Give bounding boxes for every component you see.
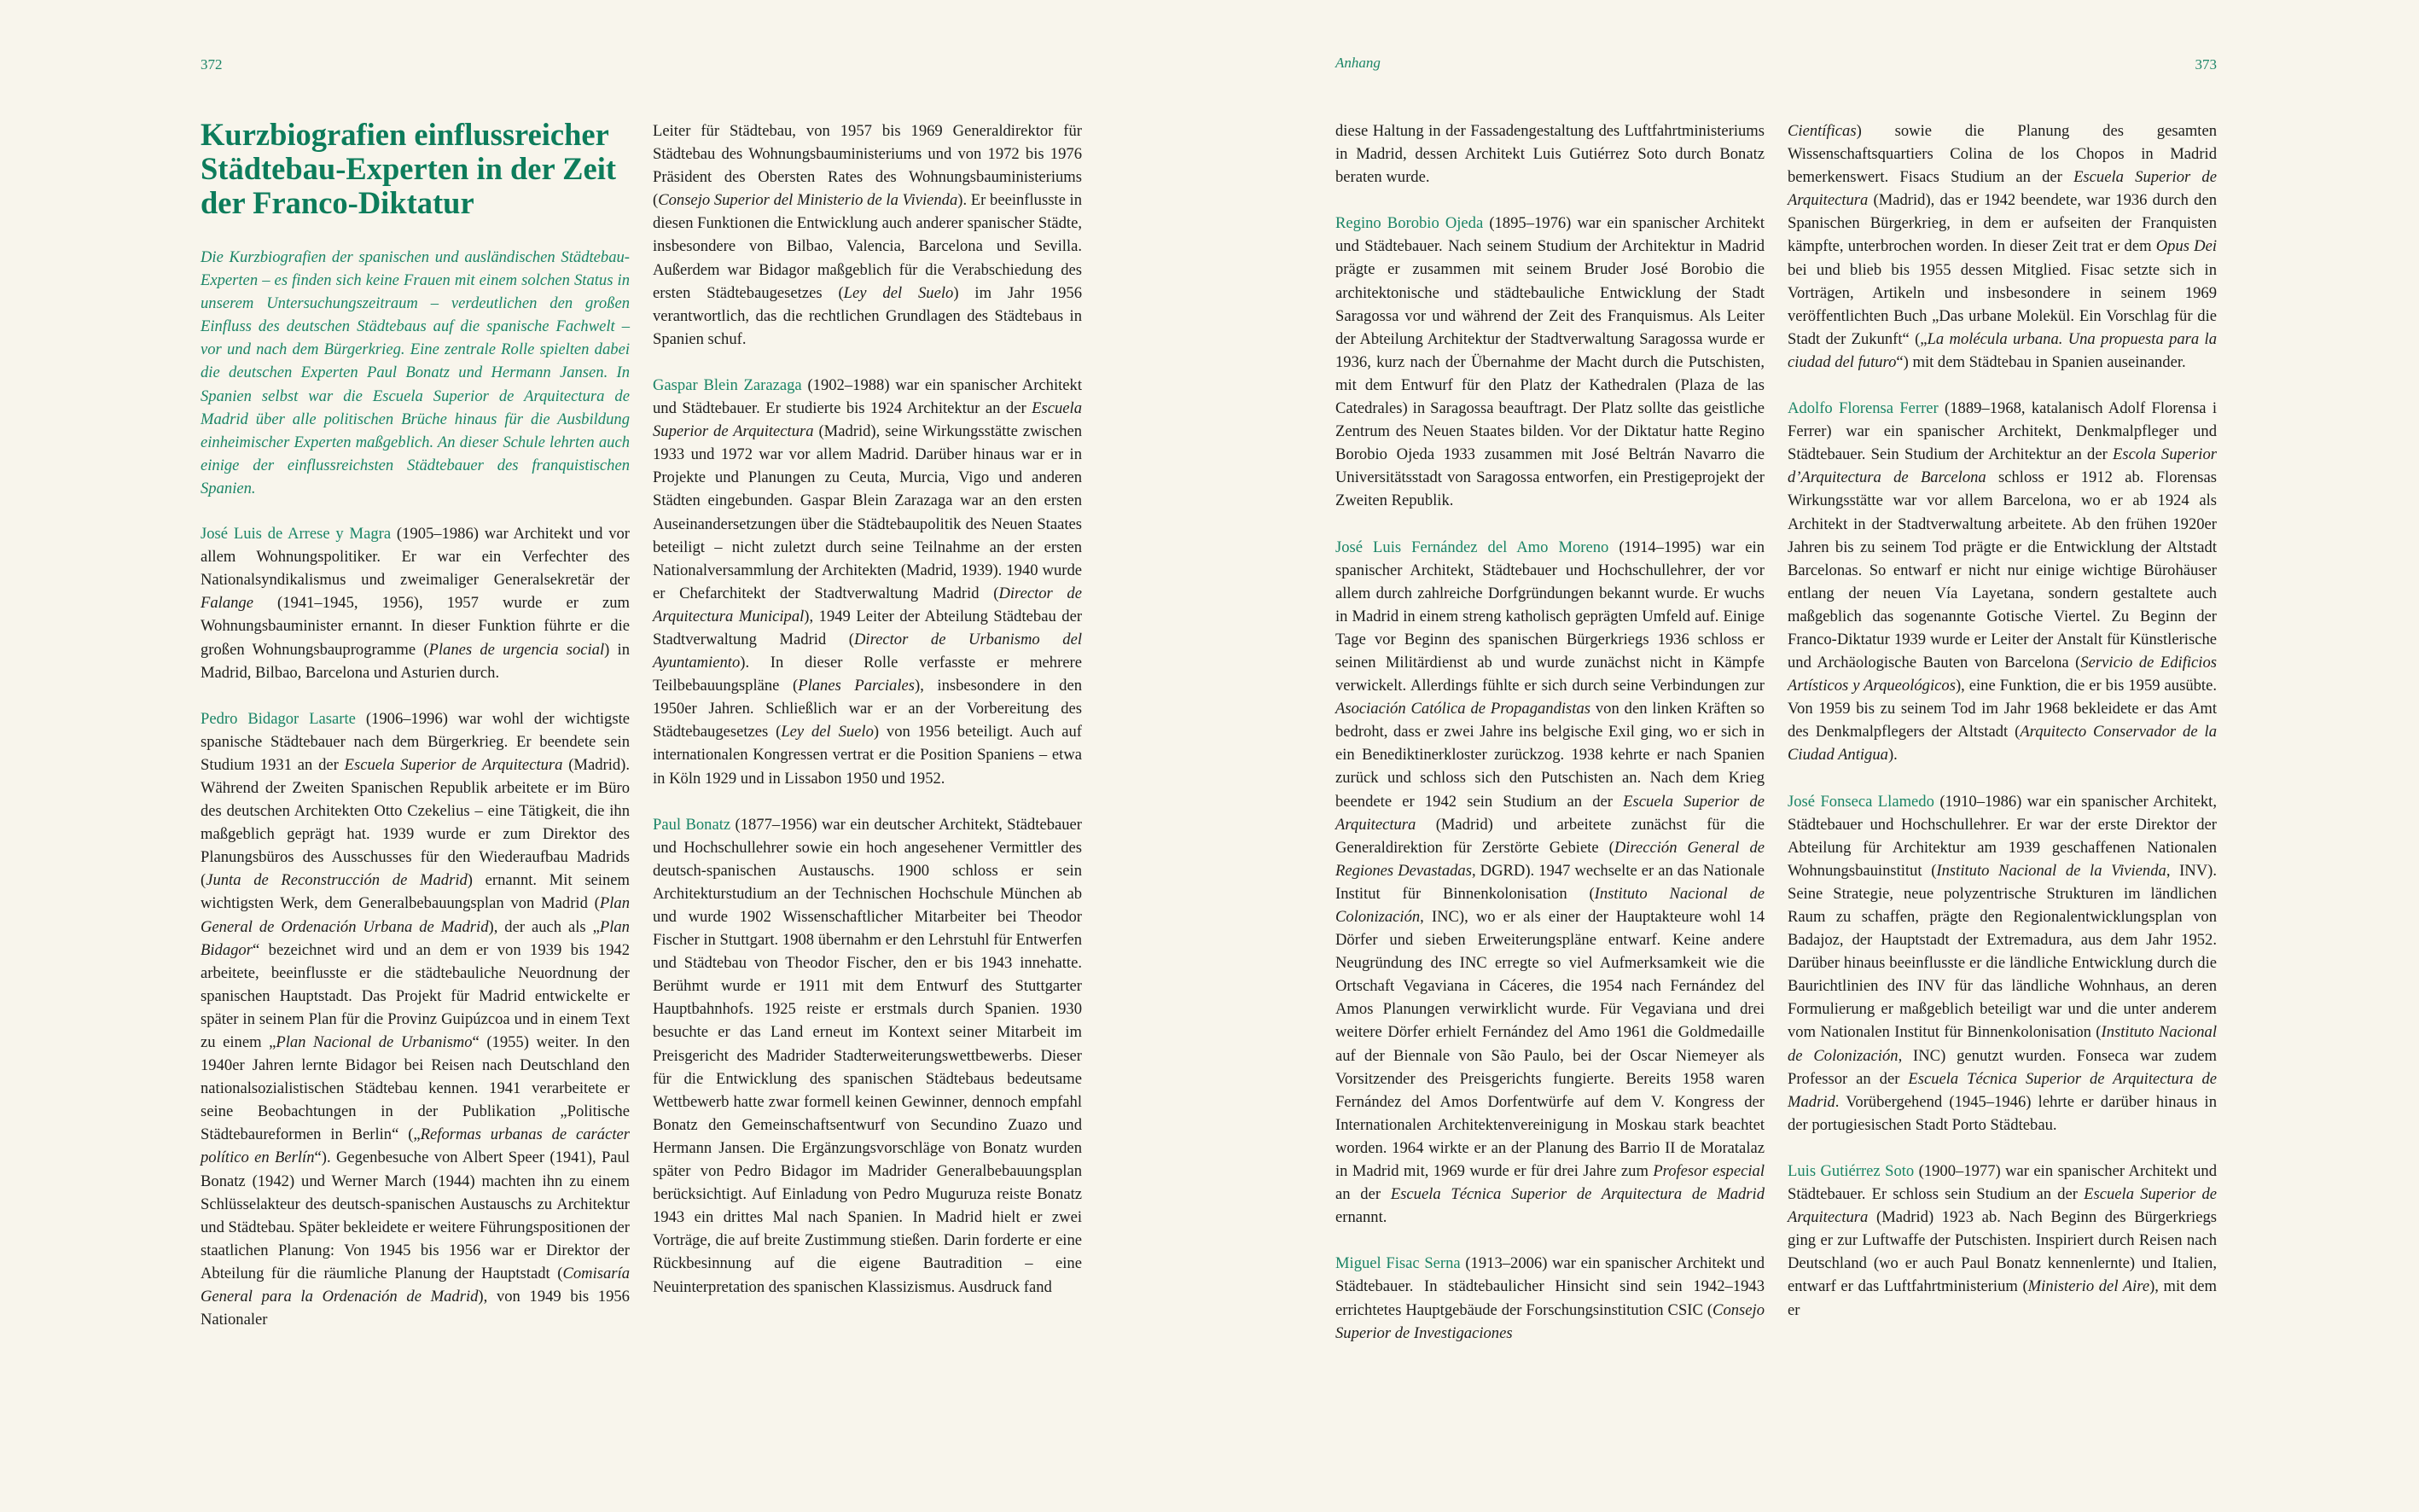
bio-text: (1905–1986) war Architekt und vor allem Wohnungspolitiker. Er war ein Verfechter des Nationalsyndikalismus und zweimaliger Generalsekretär der (201, 525, 630, 590)
page-title: Kurzbiografien einflussreicher Städtebau-Experten in der Zeit der Franco-Diktatur (201, 117, 617, 220)
bio-text: diese Haltung in der Fassadengestaltung des Luftfahrtministeriums in Madrid, dessen Architekt Luis Gutiérrez Soto durch Bonatz beraten wurde. (1335, 122, 1765, 187)
bio-text: ) ernannt. Mit seinem wichtigsten Werk, dem Generalbebauungsplan von Madrid ( (201, 871, 630, 913)
bio-name: Paul Bonatz (653, 815, 731, 834)
bio-text: ) von 1956 beteiligt. Auch auf internationalen Kongressen vertrat er die Position Spaniens – etwa in Köln 1929 und in Lissabon 1950 und 1952. (653, 723, 1082, 788)
bio-text: Leiter für Städtebau, von 1957 bis 1969 Generaldirektor für Städtebau des Wohnungsbauministeriums und von 1972 bis 1976 Präsident des Obersten Rates des Wohnungsbauministeriums ( (653, 122, 1082, 210)
bio-entry (653, 813, 1082, 1299)
italic-term: Director de Arquitectura Municipal (653, 584, 1082, 625)
italic-term: Ministerio del Aire (2027, 1277, 2150, 1296)
italic-term: Consejo Superior de Investigaciones (1335, 1300, 1765, 1342)
bio-text: (1877–1956) war ein deutscher Architekt, Städtebauer und Hochschullehrer sowie ein hoch angesehener Vermittler des deutsch-spanischen Austauschs. 1900 schloss er sein Architekturstudium an der Technischen Hochschule München ab und wurde 1902 Wissenschaftlicher Mitarbeiter bei Theodor Fischer in Stuttgart. 1908 übernahm er den Lehrstuhl für Entwerfen und Städtebau von Theodor Fischer, den er bis 1943 innehatte. Berühmt wurde er 1911 mit dem Entwurf des Stuttgarter Hauptbahnhofs. 1925 reiste er erstmals durch Spanien. 1930 besuchte er das Land erneut im Kontext seiner Mitarbeit im Preisgericht des Madrider Stadterweiterungswettbewerbs. Dieser für die Entwicklung des spanischen Städtebaus bedeutsame Wettbewerb hatte zwar formell keinen Gewinner, dennoch empfahl Bonatz den Gemeinschaftsentwurf von Secundino Zuazo und Hermann Jansen. Die Ergänzungsvorschläge von Bonatz wurden später von Pedro Bidagor im Madrider Generalbebauungsplan berücksichtigt. Auf Einladung von Pedro Muguruza reiste Bonatz 1943 ein drittes Mal nach Spanien. In Madrid hielt er zwei Vorträge, die auf breite Zustimmung stießen. Darin forderte er eine Rückbesinnung auf die eigene Bautradition – eine Neuinterpretation des spanischen Klassizismus. Ausdruck fand (653, 815, 1082, 1296)
bio-text: , INC) genutzt wurden. Fonseca war zudem Professor an der (1788, 1046, 2217, 1088)
bio-entry-continuation (653, 119, 1082, 351)
italic-term: Profesor especial (1653, 1162, 1765, 1181)
italic-term: Plan General de Ordenación Urbana de Madrid (201, 894, 630, 936)
bio-text: (1889–1968, katalanisch Adolf Florensa i Ferrer) war ein spanischer Architekt, Denkmalpfleger und Städtebauer. Sein Studium der Architektur an der (1788, 399, 2217, 464)
bio-entry (201, 707, 630, 1332)
italic-term: Director de Urbanismo del Ayuntamiento (653, 630, 1082, 672)
bio-text: (1910–1986) war ein spanischer Architekt, Städtebauer und Hochschullehrer. Er war der erste Direktor der Abteilung für Architektur am 1939 geschaffenen Nationalen Wohnungsbauinstitut ( (1788, 792, 2217, 880)
intro-paragraph: Die Kurzbiografien der spanischen und ausländischen Städtebau-Experten – es finden sich keine Frauen mit einem solchen Status in unserem Untersuchungszeitraum – verdeutlichen den großen Einfluss des deutschen Städtebaus auf die spanische Fachwelt – vor und nach dem Bürgerkrieg. Eine zentrale Rolle spielten dabei die deutschen Experten Paul Bonatz und Hermann Jansen. In Spanien selbst war die Escuela Superior de Arquitectura de Madrid über alle politischen Brüche hinaus für die Ausbildung einheimischer Experten maßgeblich. An dieser Schule lehrten auch einige der einflussreichsten Städtebauer des franquistischen Spanien. (201, 248, 630, 497)
bio-text: . Vorübergehend (1945–1946) lehrte er darüber hinaus in der portugiesischen Stadt Porto Städtebau. (1788, 1092, 2217, 1134)
italic-term: Escuela Superior de Arquitectura (1788, 1185, 2217, 1227)
italic-term: Consejo Superior del Ministerio de la Vivienda (658, 191, 958, 210)
bio-text: ), 1949 Leiter der Abteilung Städtebau der Stadtverwaltung Madrid ( (653, 607, 1083, 648)
bio-text: ) sowie die Planung des gesamten Wissenschaftsquartiers Colina de los Chopos in Madrid bemerkenswert. Fisacs Studium an der (1788, 122, 2217, 187)
column-4 (1788, 119, 2217, 1345)
bio-text: an der (1335, 1185, 1391, 1204)
italic-term: Comisaría General para la Ordenación de Madrid (201, 1264, 630, 1306)
bio-entry-continuation (1788, 119, 2217, 374)
bio-text: (1895–1976) war ein spanischer Architekt und Städtebauer. Nach seinem Studium der Architektur in Madrid prägte er zusammen mit seinem Bruder José Borobio die architektonische und städtebauliche Entwicklung der Stadt Saragossa vor und während der Zeit des Franquismus. Als Leiter der Abteilung Architektur der Stadtverwaltung Saragossa wurde er 1936, kurz nach der Übernahme der Macht durch die Putschisten, mit dem Entwurf für den Platz der Kathedralen (Plaza de las Catedrales) in Saragossa beauftragt. Der Platz sollte das geistliche Zentrum des Neuen Staates bilden. Vor der Diktatur hatte Regino Borobio Ojeda 1933 zusammen mit José Beltrán Navarro die Universitätsstadt von Saragossa entworfen, ein Prestigeprojekt der Zweiten Republik. (1335, 214, 1765, 510)
italic-term: Servicio de Edificios Artísticos y Arqueológicos (1788, 654, 2218, 695)
italic-term: Arquitecto Conservador de la Ciudad Antigua (1788, 723, 2217, 765)
bio-text: (1941–1945, 1956), 1957 wurde er zum Wohnungsbauminister ernannt. In dieser Funktion führte er die großen Wohnungsbauprogramme ( (201, 594, 630, 659)
bio-text: , INC), wo er als einer der Hauptakteure wohl 14 Dörfer und sieben Erweiterungspläne entwarf. Keine andere Neugründung des INC erregte so viel Aufmerksamkeit wie die Ortschaft Vegaviana in Cáceres, die 1954 nach Fernández del Amos Planungen verwirklicht wurde. Für Vegaviana und drei weitere Dörfer erhielt Fernández del Amo 1961 die Goldmedaille auf der Biennale von São Paulo, bei der Oscar Niemeyer als Vorsitzender des Preisgerichts fungierte. Bereits 1958 waren Fernández del Amos Dorfentwürfe auf dem V. Kongress der Internationalen Architektenvereinigung in Moskau stark beachtet worden. 1964 wirkte er an der Planung des Barrio II de Moratalaz in Madrid mit, 1969 wurde er für drei Jahre zum (1335, 908, 1765, 1181)
italic-term: Asociación Católica de Propagandistas (1335, 700, 1590, 718)
bio-name: Miguel Fisac Serna (1335, 1254, 1461, 1273)
bio-text: ). (1887, 746, 1898, 765)
italic-term: Escuela Superior de Arquitectura (344, 755, 563, 774)
bio-text: (1913–2006) war ein spanischer Architekt und Städtebauer. In städtebaulicher Hinsicht sind sein 1942–1943 errichtetes Hauptgebäude der Forschungsinstitution CSIC ( (1335, 1254, 1765, 1319)
bio-name: José Luis Fernández del Amo Moreno (1335, 538, 1609, 556)
italic-term: Escuela Superior de Arquitectura (653, 399, 1082, 441)
bio-entry (653, 374, 1082, 790)
bio-text: ). Er beeinflusste in diesen Funktionen die Entwicklung auch anderer spanischer Städte, insbesondere von Bilbao, Valencia, Barcelona und Sevilla. Außerdem war Bidagor maßgeblich für die Verabschiedung des ersten Städtebaugesetzes ( (653, 191, 1082, 302)
italic-term: Escuela Superior de Arquitectura (1788, 168, 2217, 210)
italic-term: Reformas urbanas de carácter político en Berlín (201, 1125, 631, 1167)
bio-entry (1788, 790, 2217, 1137)
bio-text: “ bezeichnet wird und an dem er von 1939 bis 1942 arbeitete, beeinflusste er die städtebauliche Neuordnung der spanischen Hauptstadt. Das Projekt für Madrid entwickelte er später in seinem Plan für die Provinz Guipúzcoa und in einem Text zu einem „ (201, 940, 630, 1051)
bio-entry (1788, 1160, 2217, 1322)
bio-text: ), insbesondere in den 1950er Jahren. Schließlich war er an der Vorbereitung des Städtebaugesetzes ( (653, 677, 1082, 741)
italic-term: Planes de urgencia social (428, 640, 605, 659)
italic-term: La molécula urbana. Una propuesta para la ciudad del futuro (1788, 329, 2217, 371)
italic-term: Dirección General de Regiones Devastadas (1335, 838, 1765, 880)
bio-name: Regino Borobio Ojeda (1335, 214, 1484, 233)
bio-text: ernannt. (1335, 1208, 1387, 1227)
italic-term: Instituto Nacional de Colonización (1335, 884, 1765, 926)
bio-text: “). Gegenbesuche von Albert Speer (1941), Paul Bonatz (1942) und Werner March (1944) machten ihn zu einem Schlüsselakteur des deutsch-spanischen Austauschs zu Architektur und Städtebau. Später bekleidete er weitere Führungspositionen der staatlichen Planung: Von 1945 bis 1956 war er Direktor der Abteilung für die räumliche Planung der Hauptstadt ( (201, 1149, 631, 1282)
column-2 (653, 119, 1082, 1322)
bio-text: (Madrid) und arbeitete zunächst für die Generaldirektion für Zerstörte Gebiete ( (1335, 815, 1765, 857)
italic-term: Plan Bidagor (201, 917, 630, 959)
page-number-right: 373 (2195, 56, 2217, 73)
bio-text: ), eine Funktion, die er bis 1959 ausübte. Von 1959 bis zu seinem Tod im Jahr 1968 bekleidete er das Amt des Denkmalpflegers der Altstadt ( (1788, 677, 2217, 741)
bio-name: Gaspar Blein Zarazaga (653, 375, 802, 394)
page-number-left: 372 (201, 56, 223, 73)
bio-entry-continuation (1335, 119, 1765, 189)
column-3 (1335, 119, 1765, 1368)
bio-text: “ (1955) weiter. In den 1940er Jahren lernte Bidagor bei Reisen nach Deutschland den nationalsozialistischen Städtebau kennen. 1941 verarbeitete er seine Beobachtungen in der Publikation „Politische Städtebaureformen in Berlin“ („ (201, 1033, 630, 1144)
italic-term: Ley del Suelo (781, 723, 874, 741)
bio-text: ). In dieser Rolle verfasste er mehrere Teilbebauungspläne ( (653, 654, 1082, 695)
italic-term: Plan Nacional de Urbanismo (276, 1033, 473, 1051)
bio-entry (201, 522, 630, 684)
bio-text: ), von 1949 bis 1956 Nationaler (201, 1288, 630, 1329)
bio-name: Pedro Bidagor Lasarte (201, 709, 356, 728)
bio-text: (Madrid). Während der Zweiten Spanischen Republik arbeitete er im Büro des deutschen Architekten Otto Czekelius – eine Tätigkeit, die ihn maßgeblich geprägt hat. 1939 wurde er zum Direktor des Planungsbüros des Ausschusses für den Wiederaufbau Madrids ( (201, 755, 630, 890)
bio-text: “) mit dem Städtebau in Spanien auseinander. (1896, 352, 2186, 371)
bio-text: , DGRD). 1947 wechselte er an das Nationale Institut für Binnenkolonisation ( (1335, 861, 1765, 903)
bio-name: José Fonseca Llamedo (1788, 792, 1934, 811)
bio-text: ) in Madrid, Bilbao, Barcelona und Asturien durch. (201, 640, 630, 682)
italic-term: Escuela Superior de Arquitectura (1335, 792, 1765, 834)
italic-term: Escuela Técnica Superior de Arquitectura de Madrid (1390, 1185, 1765, 1204)
italic-term: Escola Superior d’Arquitectura de Barcelona (1788, 445, 2217, 487)
bio-entry (1335, 536, 1765, 1230)
bio-text: (1902–1988) war ein spanischer Architekt und Städtebauer. Er studierte bis 1924 Architektur an der (653, 375, 1082, 418)
bio-text: von den linken Kräften so bedroht, dass er zwei Jahre ins belgische Exil ging, wo er sich in ein Benediktinerkloster zurückzog. 1938 kehrte er nach Spanien zurück und schloss sich den Putschisten an. Nach dem Krieg beendete er 1942 sein Studium an der (1335, 700, 1765, 811)
bio-entry (1335, 212, 1765, 512)
bio-text: (Madrid) 1923 ab. Nach Beginn des Bürgerkriegs ging er zur Luftwaffe der Putschisten. Inspiriert durch Reisen nach Deutschland (wo er auch Paul Bonatz kennenlernte) und Italien, entwarf er das Luftfahrtministerium ( (1788, 1208, 2217, 1296)
bio-text: ), der auch als „ (488, 917, 600, 936)
bio-text: , INV). Seine Strategie, neue polyzentrische Strukturen im ländlichen Raum zu schaffen, prägte den Regionalentwicklungsplan von Badajoz, der Hauptstadt der Extremadura, aus dem Jahr 1952. Darüber hinaus beeinflusste er die ländliche Entwicklung durch die Baurichtlinien des INV für das ländliche Wohnhaus, an deren Formulierung er maßgeblich beteiligt war und die unter anderem vom Nationalen Institut für Binnenkolonisation ( (1788, 861, 2217, 1042)
italic-term: Opus Dei (2155, 237, 2217, 256)
italic-term: Falange (201, 594, 253, 613)
bio-name: Luis Gutiérrez Soto (1788, 1161, 1915, 1180)
bio-text: (Madrid), das er 1942 beendete, war 1936 durch den Spanischen Bürgerkrieg, in dem er aufseiten der Franquisten kämpfte, unterbrochen worden. In dieser Zeit trat er dem (1788, 191, 2217, 256)
bio-name: José Luis de Arrese y Magra (201, 525, 392, 544)
bio-text: ) im Jahr 1956 verantwortlich, das die rechtlichen Grundlagen des Städtebaus in Spanien schuf. (653, 283, 1083, 348)
bio-text: (1900–1977) war ein spanischer Architekt und Städtebauer. Er schloss sein Studium an der (1788, 1161, 2217, 1204)
bio-name: Adolfo Florensa Ferrer (1788, 399, 1939, 418)
bio-text: ), mit dem er (1788, 1277, 2217, 1319)
italic-term: Científicas (1788, 122, 1857, 140)
italic-term: Instituto Nacional de la Vivienda (1936, 861, 2166, 880)
italic-term: Escuela Técnica Superior de Arquitectura de Madrid (1788, 1069, 2217, 1111)
bio-text: (Madrid), seine Wirkungsstätte zwischen 1933 und 1972 war vor allem Madrid. Darüber hinaus war er in Projekte und Planungen zu Ceuta, Murcia, Vigo und anderen Städten eingebunden. Gaspar Blein Zarazaga war an den ersten Auseinandersetzungen über die Städtebaupolitik des Neuen Staates beteiligt – nicht zuletzt durch seine Teilnahme an der ersten Nationalversammlung der Architekten (Madrid, 1939). 1940 wurde er Chefarchitekt der Stadtverwaltung Madrid ( (653, 422, 1082, 602)
bio-text: (1914–1995) war ein spanischer Architekt, Städtebauer und Hochschullehrer, der vor allem durch zahlreiche Dorfgründungen bekannt wurde. Er wuchs in Madrid in einem streng katholisch geprägten Umfeld auf. Einige Tage vor Beginn des spanischen Bürgerkriegs 1936 schloss er seinen Militärdienst ab und wurde zunächst nicht in Kämpfe verwickelt. Allerdings fühlte er sich durch seine Verbindungen zur (1335, 538, 1765, 695)
bio-entry (1788, 397, 2217, 767)
running-head: Anhang (1335, 55, 1381, 71)
italic-term: Ley del Suelo (843, 283, 954, 302)
italic-term: Junta de Reconstrucción de Madrid (206, 871, 468, 890)
bio-text: bei und blieb bis 1955 dessen Mitglied. Fisac setzte sich in Vorträgen, Artikeln und insbesondere in seinem 1969 veröffentlichten Buch „Das urbane Molekül. Ein Vorschlag für die Stadt der Zukunft“ („ (1788, 260, 2217, 348)
bio-text: schloss er 1912 ab. Florensas Wirkungsstätte war vor allem Barcelona, wo er ab 1924 als Architekt in der Stadtverwaltung arbeitete. Ab den frühen 1920er Jahren bis zu seinem Tod prägte er die Entwicklung der Altstadt Barcelonas. So entwarf er nicht nur einige wichtige Bürohäuser entlang der neuen Vía Layetana, sondern gestaltete auch maßgeblich das sogenannte Gotische Viertel. Zu Beginn der Franco-Diktatur 1939 wurde er Leiter der Anstalt für Künstlerische und Archäologische Bauten von Barcelona ( (1788, 468, 2217, 672)
bio-entry (1335, 1252, 1765, 1344)
italic-term: Instituto Nacional de Colonización (1788, 1023, 2218, 1065)
column-1 (201, 118, 630, 1354)
bio-text: (1906–1996) war wohl der wichtigste spanische Städtebauer nach dem Bürgerkrieg. Er beendete sein Studium 1931 an der (201, 709, 630, 774)
italic-term: Planes Parciales (798, 677, 915, 695)
